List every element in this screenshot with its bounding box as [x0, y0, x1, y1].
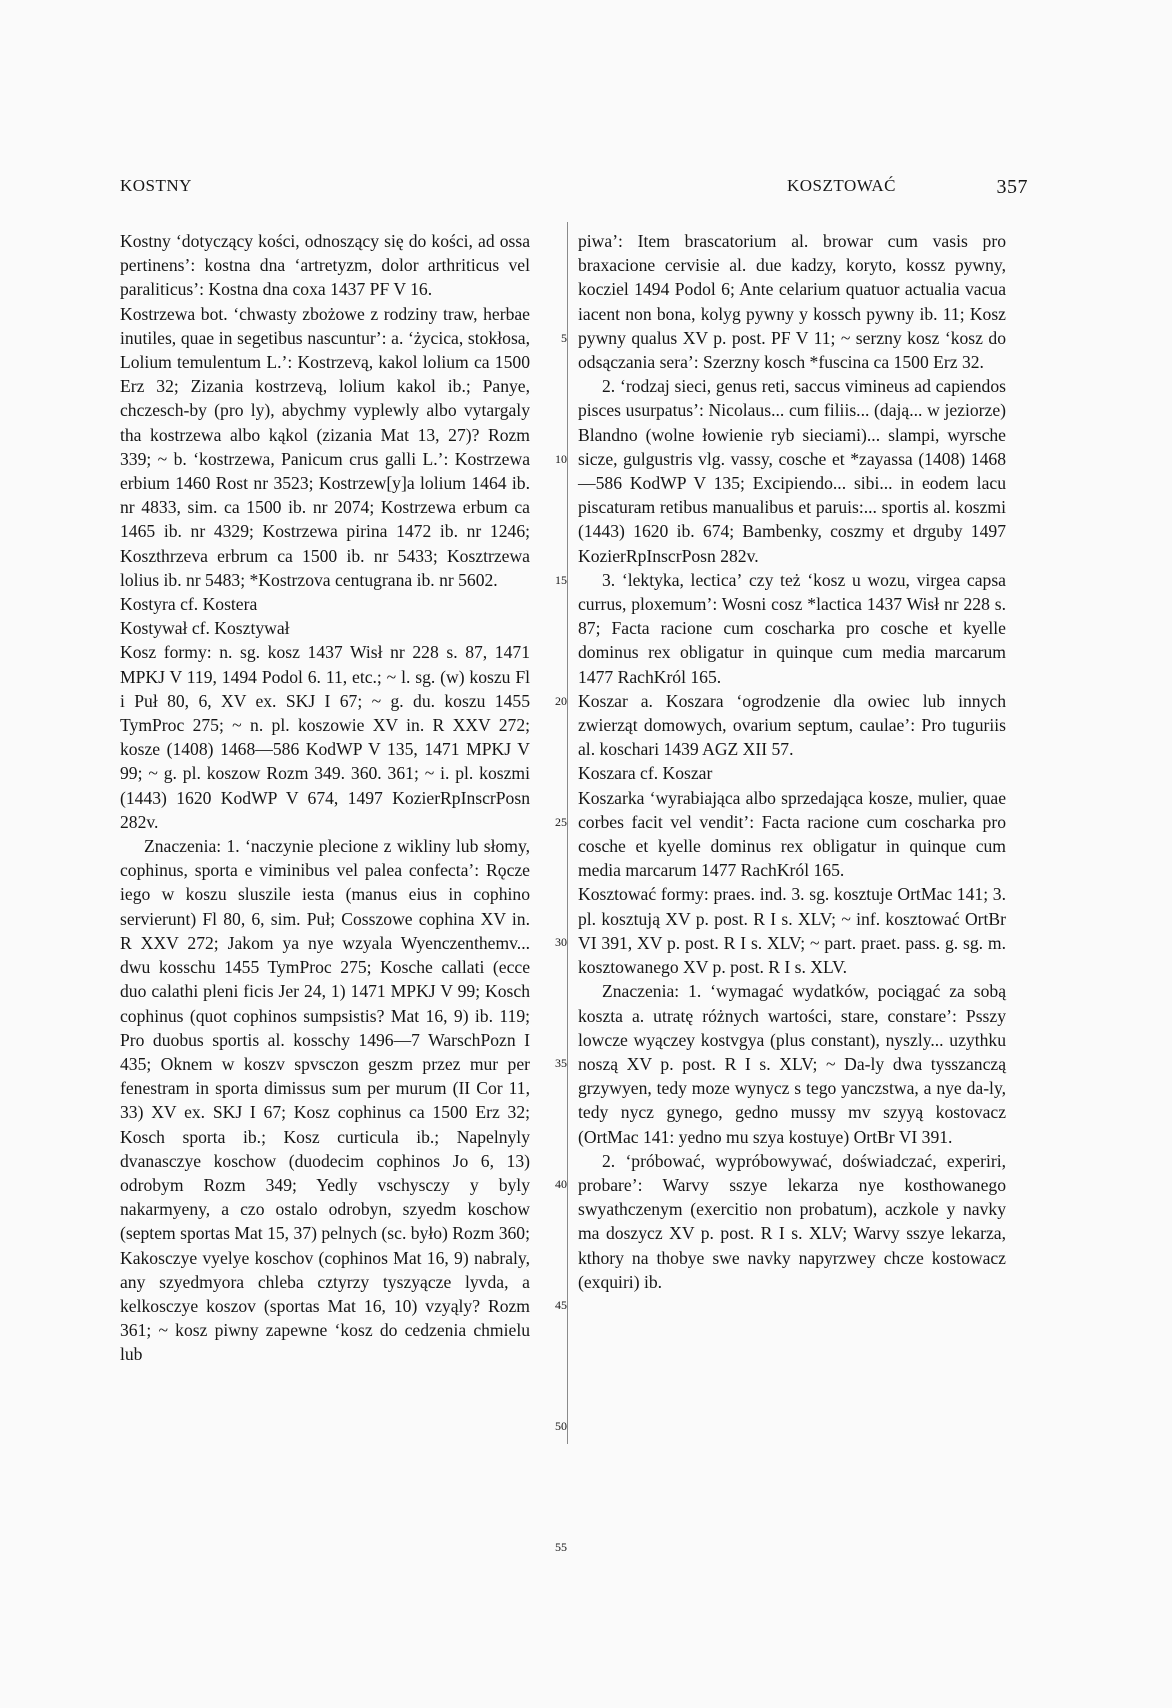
left-column: [120, 229, 530, 1367]
line-number: 30: [555, 935, 567, 950]
line-number: 20: [555, 693, 567, 708]
line-number: 40: [555, 1177, 567, 1192]
line-number: 35: [555, 1056, 567, 1071]
line-number: 45: [555, 1298, 567, 1313]
entry-koszara: Koszara cf. Koszar: [578, 763, 713, 784]
right-column: [578, 229, 1006, 1294]
entry-kosz-sense-2: 2. ʻrodzaj sieci, genus reti, saccus vimineus ad capiendos pisces usurpatusʼ: Nicolaus... cum filiis... (dają... w jeziorze) Blandno (wolne łowienie ryb sieciami)... slampi, wyrsche sicze, gulgustris vlg. vassy, cosche et *zayassa (1408) 1468—586 KodWP V 135; Excipiendo... sibi... in eodem lacu piscaturam retibus manualibus et paruis:... sportis al. koszmi (1443) 1620 ib. 674; Bambenky, coszmy et drguby 1497 KozierRpInscrPosn 282v.: [578, 376, 1006, 566]
entry-kosztowac-formy: Kosztować formy: praes. ind. 3. sg. kosztuje OrtMac 141; 3. pl. kosztują XV p. post. R I s. XLV; ~ inf. kosztować OrtBr VI 391, XV p. post. R I s. XLV; ~ part. praet. pass. g. sg. m. kosztowanego XV p. post. R I s. XLV.: [578, 884, 1006, 978]
running-header: [120, 176, 1028, 206]
entry-koszar: Koszar a. Koszara ʻogrodzenie dla owiec lub innych zwierząt domowych, ovarium septum, caulaeʼ: Pro tuguriis al. koschari 1439 AGZ XII 57.: [578, 690, 1006, 760]
column-divider: [567, 222, 568, 1444]
entry-kostywal: Kostywał cf. Kosztywał: [120, 618, 290, 639]
line-number-gutter: [545, 229, 567, 1559]
entry-kosztowac-sense-2: 2. ʻpróbować, wypróbowywać, doświadczać, experiri, probareʼ: Warvy sszye lekarza nye kosthowanego swyathczenym (exercitio non probatum), aczkole y navky ma doszycz XV p. post. R I s. XLV; Warvy sszye lekarza, kthory na thobye swe navky napyrzwey chcze kostowacz (exquiri) ib.: [578, 1150, 1006, 1292]
entry-kosz-continued: piwaʼ: Item brascatorium al. browar cum vasis pro braxacione cervisie al. due kadzy, koryto, kossz pywny, kocziel 1494 Podol 6; Ante celarium quatuor actualia vacua iacent non bona, kolyg pywny y kossch pywny ib. 11; Kosz pywny qualus XV p. post. PF V 11; ~ serzny kosz ʻkosz do odsączania seraʼ: Szerzny kosch *fuscina ca 1500 Erz 32.: [578, 231, 1006, 373]
header-left-headword: KOSTNY: [120, 176, 192, 195]
entry-kosz-formy: Kosz formy: n. sg. kosz 1437 Wisł nr 228 s. 87, 1471 MPKJ V 119, 1494 Podol 6. 11, etc.; ~ l. sg. (w) koszu Fl i Puł 80, 6, XV ex. SKJ I 67; ~ g. du. koszu 1455 TymProc 275; ~ n. pl. koszowie XV in. R XXV 272; kosze (1408) 1468—586 KodWP V 135, 1471 MPKJ V 99; ~ g. pl. koszow Rozm 349. 360. 361; ~ i. pl. koszmi (1443) 1620 KodWP V 674, 1497 KozierRpInscrPosn 282v.: [120, 642, 530, 832]
line-number: 55: [555, 1540, 567, 1555]
entry-kosz-sense-3: 3. ʻlektyka, lecticaʼ czy też ʻkosz u wozu, virgea capsa currus, ploxemumʼ: Wosni cosz *lactica 1437 Wisł nr 228 s. 87; Facta racione cum coscharka pro cosche et kyelle dominus rex obligatur in quinque cum media marcarum 1477 RachKról 165.: [578, 569, 1006, 687]
entry-kostyra: Kostyra cf. Kostera: [120, 594, 258, 615]
entry-kosz-znaczenia: Znaczenia: 1. ʻnaczynie plecione z wikliny lub słomy, cophinus, sporta e viminibus vel palea confectaʼ: Rǫcze iego w koszu sluszile iesta (manus eius in cophino servierunt) Fl 80, 6, sim. Puł; Cosszowe cophina XV in. R XXV 272; Jakom ya nye wzyala Wyenczenthemv... dwu kosschu 1455 TymProc 275; Kosche callati (ecce duo calathi pleni ficis Jer 24, 1) 1471 MPKJ V 99; Kosch cophinus (quot cophinos sumpsistis? Mat 16, 9) ib. 119; Pro duobus sportis al. kosschy 1496—7 WarschPozn I 435; Oknem w koszv spvsczon geszm przez mur per fenestram in sporta dimissus sum per murum (II Cor 11, 33) XV ex. SKJ I 67; Kosz cophinus ca 1500 Erz 32; Kosch sporta ib.; Kosz curticula ib.; Napelnyly dvanasczye koschow (duodecim cophinos Jo 6, 13) odrobym Rozm 349; Yedly vschysczy y byly nakarmyeny, a czo ostalo odrobyn, szyedm koschow (septem sportas Mat 15, 37) pelnych (sc. było) Rozm 360; Kakosczye vyelye koschov (cophinos Mat 16, 9) nabraly, any szyedmyora chleba cztyrzy tyszyącze lyvda, a kelkosczye koszov (sportas Mat 16, 10) vzyąly? Rozm 361; ~ kosz piwny zapewne ʻkosz do cedzenia chmielu lub: [120, 836, 530, 1365]
entry-koszarka: Koszarka ʻwyrabiająca albo sprzedająca kosze, mulier, quae corbes facit vel venditʼ: Facta racione cum coscharka pro cosche et kyelle dominus rex obligatur in quinque cum media marcarum 1477 RachKról 165.: [578, 787, 1006, 881]
line-number: 5: [561, 330, 567, 345]
page-number: 357: [996, 176, 1028, 198]
entry-kostny: Kostny ʻdotyczący kości, odnoszący się do kości, ad ossa pertinensʼ: kostna dna ʻartretyzm, dolor arthriticus vel paraliticusʼ: Kostna dna coxa 1437 PF V 16.: [120, 231, 530, 300]
line-number: 15: [555, 572, 567, 587]
entry-kosztowac-sense-1: Znaczenia: 1. ʻwymagać wydatków, pociągać za sobą koszta a. utratę różnych wartości, stare, constareʼ: Psszy lowcze wyączey kostvgya (plus constant), nyszly... uzythku noszą XV p. post. R I s. XLV; ~ Da-ly dwa tysszanczą grzywyen, tedy moze wynycz s tego yanczstwa, a nye da-ly, tedy nycz gynego, gedno mussy mv szyyą kostovacz (OrtMac 141: yedno mu szya kostuye) OrtBr VI 391.: [578, 981, 1006, 1147]
line-number: 50: [555, 1419, 567, 1434]
header-right-headword: KOSZTOWAĆ: [787, 176, 897, 195]
entry-kostrzewa: Kostrzewa bot. ʻchwasty zbożowe z rodziny traw, herbae inutiles, quae in segetibus nascunturʼ: a. ʻżycica, stokłosa, Lolium temulentum L.ʼ: Kostrzevą, kakol lolium ca 1500 Erz 32; Zizania kostrzevą, lolium kakol ib.; Panye, chczesch-by (pro ly), abychmy vyplewly albo vytargaly tha kostrzewa albo kąkol (zizania Mat 13, 27)? Rozm 339; ~ b. ʻkostrzewa, Panicum crus galli L.ʼ: Kostrzewa erbium 1460 Rost nr 3523; Kostrzew[y]a lolium 1464 ib. nr 4833, sim. ca 1500 ib. nr 2074; Kostrzewa erbum ca 1465 ib. nr 4329; Kostrzewa pirina 1472 ib. nr 1246; Koszthrzeva erbrum ca 1500 ib. nr 5433; Kosztrzewa lolius ib. nr 5483; *Kostrzova centugrana ib. nr 5602.: [120, 303, 530, 590]
line-number: 25: [555, 814, 567, 829]
line-number: 10: [555, 451, 567, 466]
